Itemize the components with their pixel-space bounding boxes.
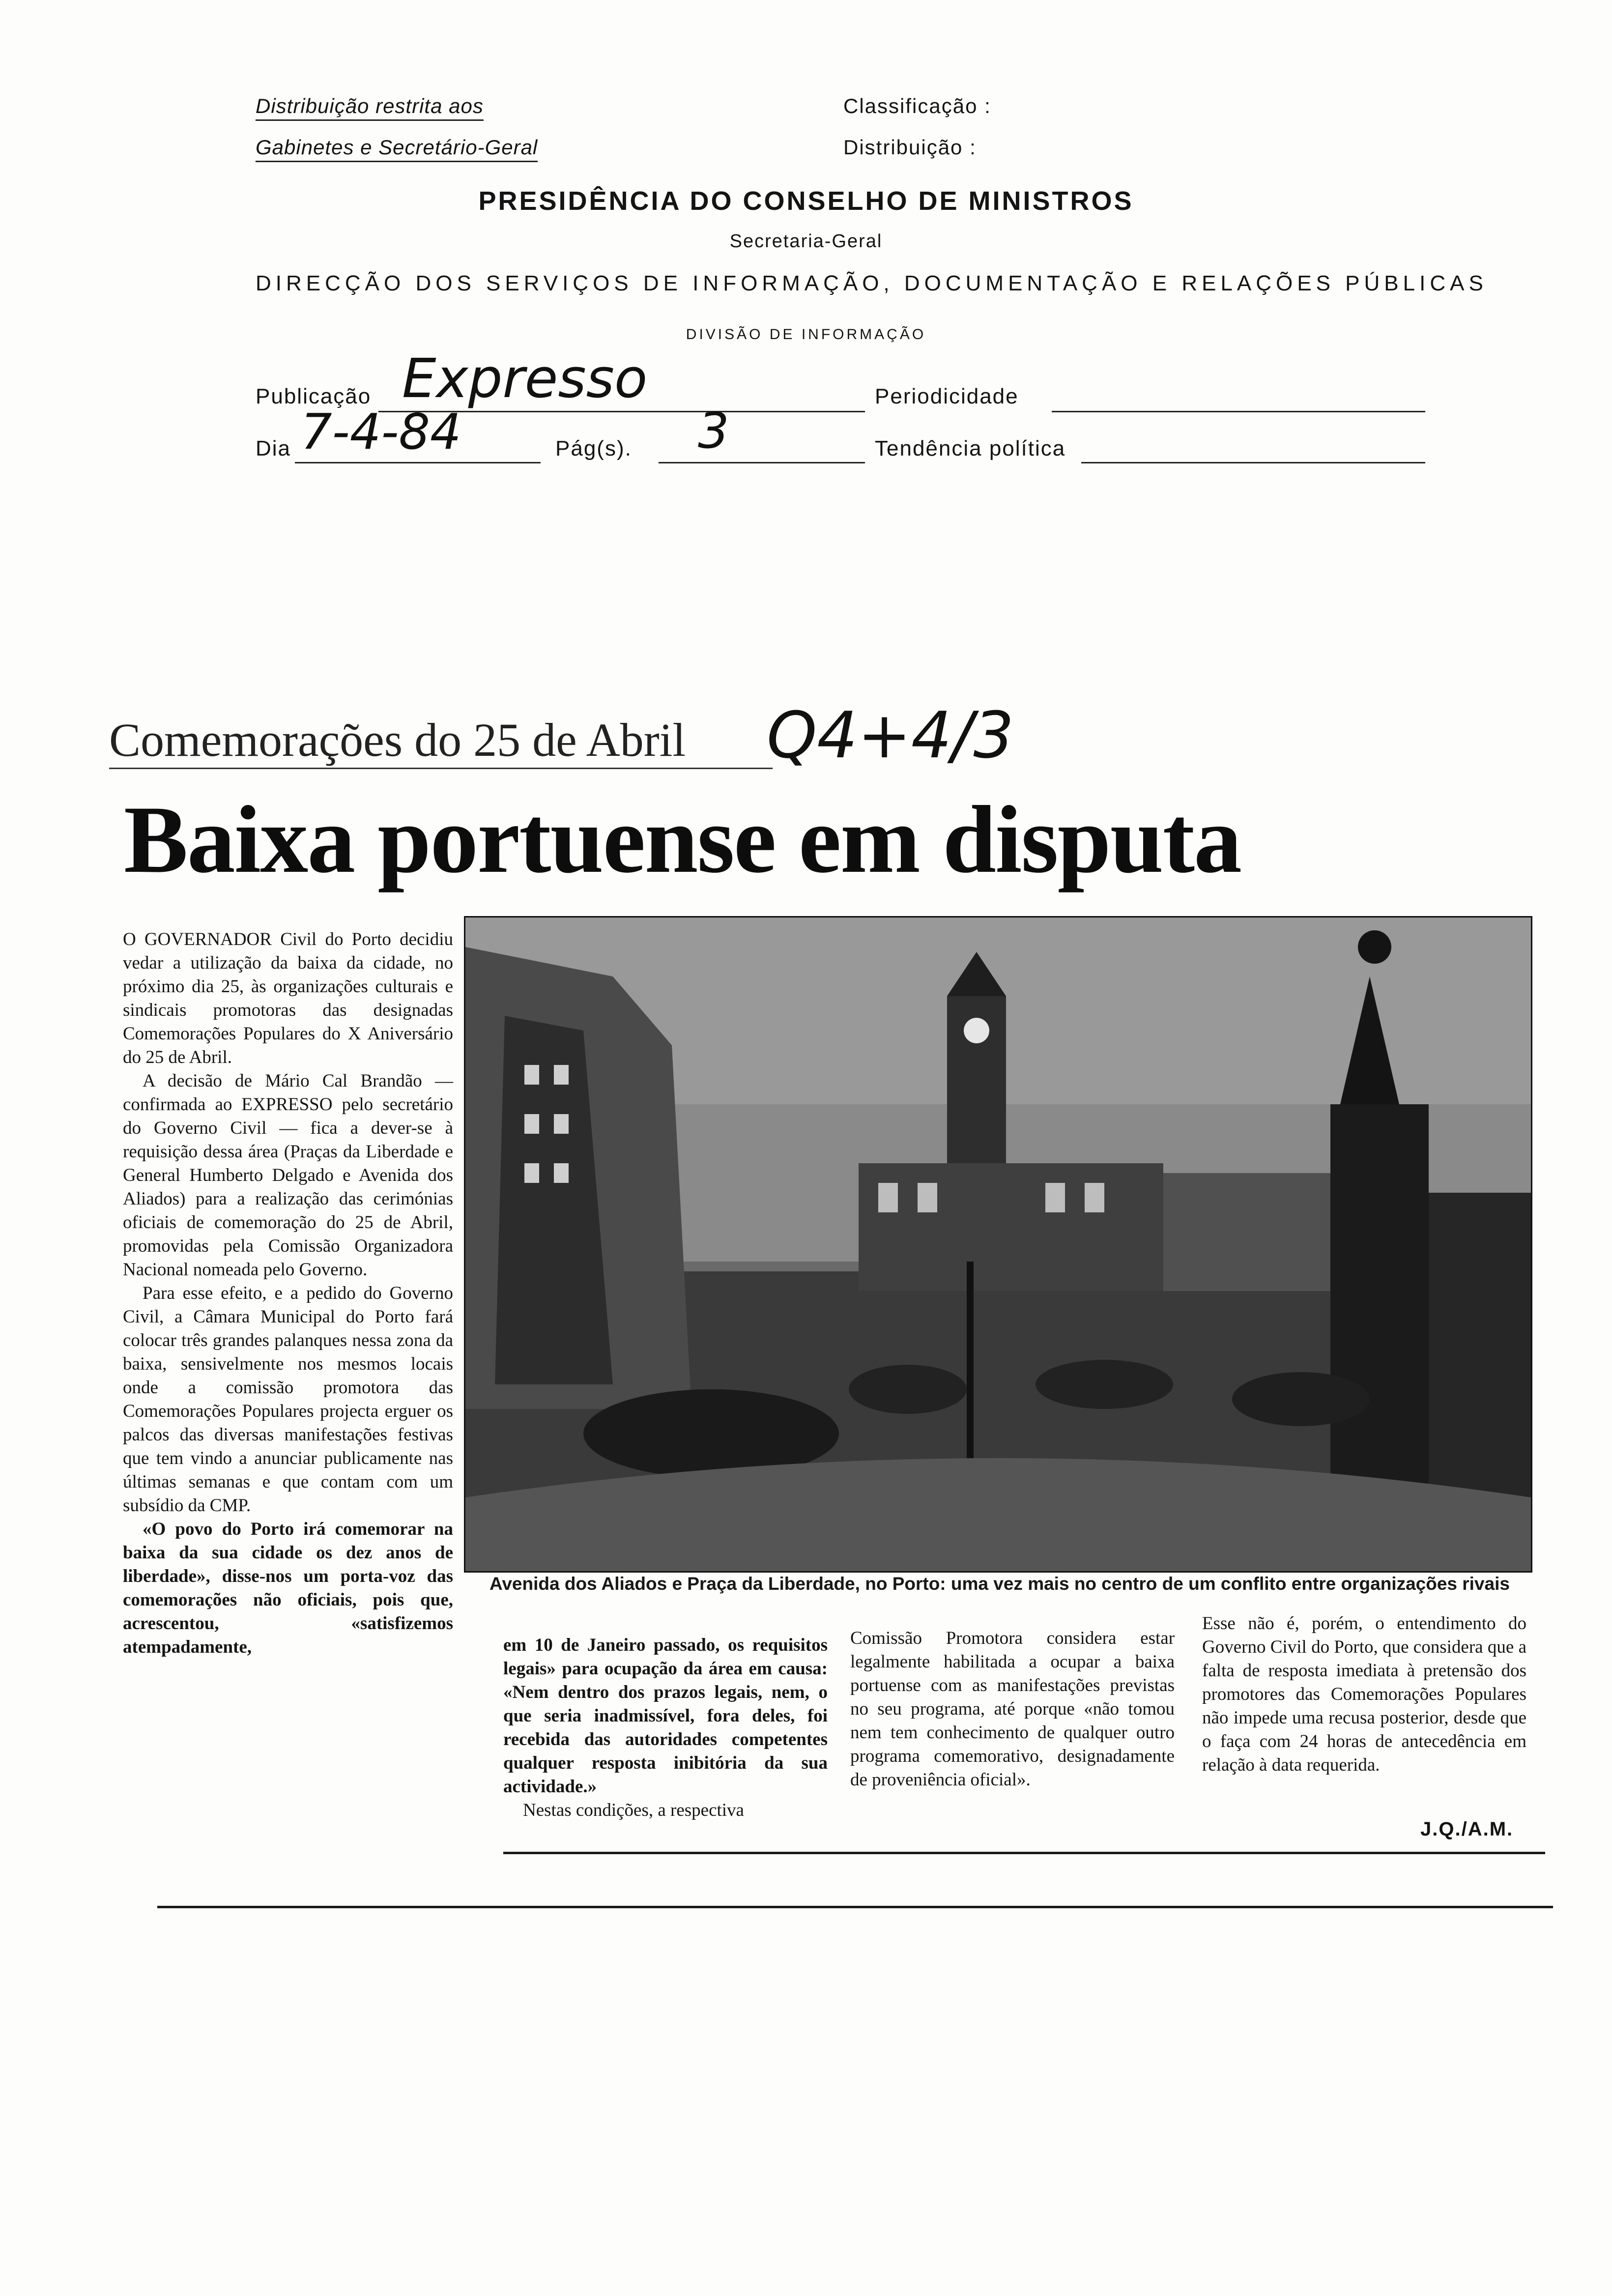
photo-caption: Avenida dos Aliados e Praça da Liberdade, no Porto: uma vez mais no centro de um conflito entre organizações rivais [489, 1574, 1510, 1594]
periodicity-underline [1052, 411, 1425, 412]
article-column-3 [850, 1627, 1175, 1792]
col4-paragraph-1: Esse não é, porém, o entendimento do Governo Civil do Porto, que considera que a falta de resposta imediata à pretensão dos promotores das Comemorações Populares não impede uma recusa posterior, desde que o faça com 24 horas de antecedência em relação à data requerida. [1202, 1613, 1526, 1775]
handwritten-reference: Q4+4/3 [767, 698, 1014, 773]
day-label: Dia [256, 436, 291, 460]
classification-label: Classificação : [843, 94, 991, 117]
article-headline: Baixa portuense em disputa [124, 786, 1241, 893]
periodicity-label: Periodicidade [875, 384, 1019, 408]
kicker-rule [109, 768, 773, 769]
day-handwritten: 7-4-84 [301, 403, 461, 460]
pages-underline [659, 462, 865, 463]
col3-paragraph-1: Comissão Promotora considera estar legalmente habilitada a ocupar a baixa portuense com as manifestações previstas no seu programa, até porque «não tomou nem tem conhecimento de qualquer outro programa comemorativo, designadamente de proveniência oficial». [850, 1628, 1175, 1790]
org-title: PRESIDÊNCIA DO CONSELHO DE MINISTROS [478, 186, 1134, 216]
pages-handwritten: 3 [698, 402, 729, 459]
publication-handwritten: Expresso [402, 347, 648, 410]
day-underline [295, 462, 541, 463]
col1-paragraph-2: A decisão de Mário Cal Brandão — confirmada ao EXPRESSO pelo secretário do Governo Civil — fica a dever-se à requisição dessa área (Praças da Liberdade e General Humberto Delgado e Avenida dos Aliados) para a realização das cerimónias oficiais de comemoração do 25 de Abril, promovidas pela Comissão Organizadora Nacional nomeada pelo Governo. [123, 1071, 453, 1280]
distribution-line-2: Gabinetes e Secretário-Geral [256, 136, 538, 159]
col1-paragraph-3: Para esse efeito, e a pedido do Governo Civil, a Câmara Municipal do Porto fará colocar três grandes palanques nessa zona da baixa, sensivelmente nos mesmos locais onde a comissão promotora das Comemorações Populares projecta erguer os palcos das diversas manifestações festivas que tem vindo a anunciar publicamente nas últimas semanas e que contam com um subsídio da CMP. [123, 1283, 453, 1516]
publication-label: Publicação [256, 384, 372, 408]
directorate-line: DIRECÇÃO DOS SERVIÇOS DE INFORMAÇÃO, DOCUMENTAÇÃO E RELAÇÕES PÚBLICAS [256, 271, 1488, 295]
article-column-4 [1202, 1612, 1526, 1777]
article-photo [464, 916, 1532, 1573]
article-kicker: Comemorações do 25 de Abril [109, 714, 686, 766]
page-bottom-rule [157, 1906, 1553, 1908]
article-column-2 [503, 1634, 828, 1822]
political-label: Tendência política [875, 436, 1066, 460]
col2-paragraph-2: Nestas condições, a respectiva [523, 1800, 744, 1820]
division-line: DIVISÃO DE INFORMAÇÃO [686, 326, 926, 343]
distribution-label: Distribuição : [843, 136, 977, 159]
col1-paragraph-1: O GOVERNADOR Civil do Porto decidiu vedar a utilização da baixa da cidade, no próximo dia 25, às organizações culturais e sindicais promotoras das designadas Comemorações Populares do X Aniversário do 25 de Abril. [123, 929, 453, 1067]
political-underline [1081, 462, 1425, 463]
article-signature: J.Q./A.M. [1420, 1818, 1514, 1840]
article-column-1 [123, 928, 453, 1659]
col2-paragraph-1: em 10 de Janeiro passado, os requisitos legais» para ocupação da área em causa: «Nem dentro dos prazos legais, nem, o que seria inadmissível, fora deles, foi recebida das autoridades competentes qualquer resposta inibitória da sua actividade.» [503, 1635, 828, 1797]
org-subtitle: Secretaria-Geral [729, 231, 883, 252]
article-bottom-rule [503, 1852, 1545, 1854]
col1-paragraph-4: «O povo do Porto irá comemorar na baixa da sua cidade os dez anos de liberdade», disse-nos um porta-voz das comemorações não oficiais, pois que, acrescentou, «satisfizemos atempadamente, [123, 1519, 453, 1657]
porto-avenue-illustration [465, 918, 1531, 1571]
pages-label: Pág(s). [555, 436, 632, 460]
distribution-line-1: Distribuição restrita aos [256, 94, 484, 118]
